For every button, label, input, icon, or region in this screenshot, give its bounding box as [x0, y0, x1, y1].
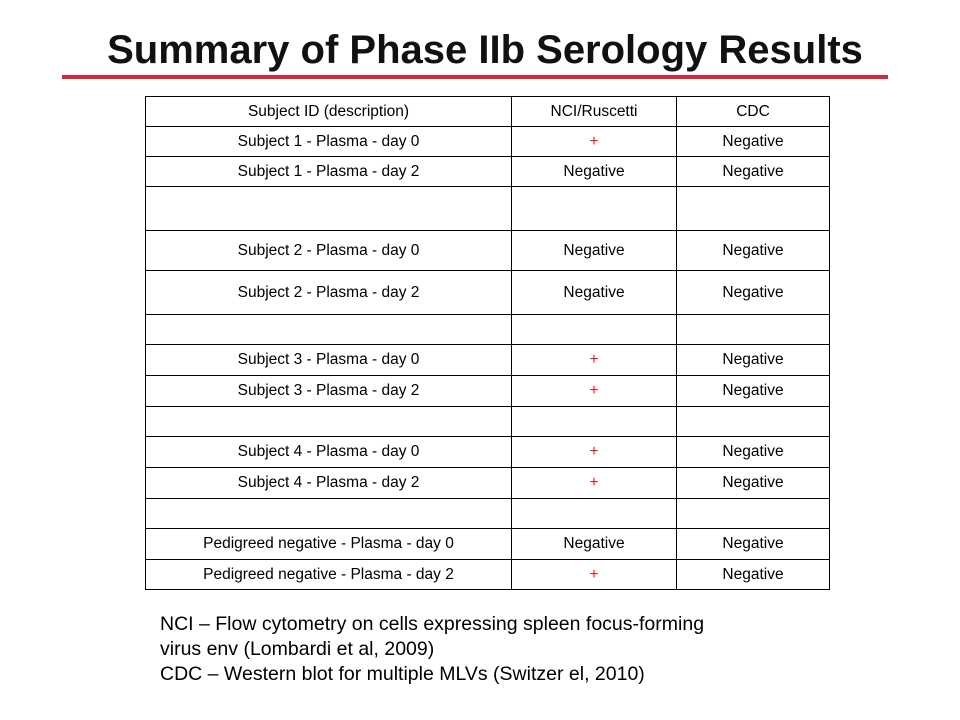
table-row: [146, 271, 830, 315]
cdc-result-cell: [677, 315, 830, 345]
nci-result-cell: [512, 187, 677, 231]
column-header-subject-id: Subject ID (description): [146, 97, 512, 127]
table-row: [146, 529, 830, 560]
column-header-nci-ruscetti: NCI/Ruscetti: [512, 97, 677, 127]
cdc-result-cell: [677, 499, 830, 529]
cdc-result-cell: Negative: [677, 560, 830, 590]
table-row: [146, 127, 830, 157]
cdc-method-note: CDC – Western blot for multiple MLVs (Switzer el, 2010): [160, 663, 645, 685]
subject-cell: [146, 407, 512, 437]
subject-cell: Pedigreed negative - Plasma - day 2: [146, 560, 512, 590]
nci-result-cell: [512, 499, 677, 529]
subject-cell: Subject 4 - Plasma - day 2: [146, 468, 512, 499]
nci-result-cell: +: [512, 376, 677, 407]
nci-method-note-line2: virus env (Lombardi et al, 2009): [160, 638, 435, 660]
cdc-result-cell: [677, 407, 830, 437]
cdc-result-cell: Negative: [677, 157, 830, 187]
cdc-result-cell: Negative: [677, 437, 830, 468]
cdc-result-cell: Negative: [677, 468, 830, 499]
spacer-row: [146, 499, 830, 529]
table-row: [146, 560, 830, 590]
nci-result-cell: +: [512, 468, 677, 499]
table-row: [146, 468, 830, 499]
cdc-result-cell: Negative: [677, 345, 830, 376]
methods-footnote: [160, 612, 860, 687]
nci-result-cell: +: [512, 437, 677, 468]
subject-cell: Subject 1 - Plasma - day 0: [146, 127, 512, 157]
table-row: [146, 157, 830, 187]
table-row: [146, 345, 830, 376]
subject-cell: Pedigreed negative - Plasma - day 0: [146, 529, 512, 560]
nci-result-cell: Negative: [512, 231, 677, 271]
serology-results-table: [145, 96, 830, 590]
title-underline: [62, 75, 888, 79]
subject-cell: Subject 2 - Plasma - day 0: [146, 231, 512, 271]
page-title: Summary of Phase IIb Serology Results: [107, 28, 863, 72]
subject-cell: Subject 4 - Plasma - day 0: [146, 437, 512, 468]
spacer-row: [146, 407, 830, 437]
nci-result-cell: +: [512, 560, 677, 590]
nci-method-note-line1: NCI – Flow cytometry on cells expressing spleen focus-forming: [160, 613, 705, 635]
subject-cell: [146, 315, 512, 345]
table-row: [146, 437, 830, 468]
subject-cell: Subject 3 - Plasma - day 0: [146, 345, 512, 376]
nci-result-cell: +: [512, 127, 677, 157]
nci-result-cell: [512, 407, 677, 437]
subject-cell: Subject 2 - Plasma - day 2: [146, 271, 512, 315]
cdc-result-cell: Negative: [677, 231, 830, 271]
table-row: [146, 231, 830, 271]
table-header-row: [146, 97, 830, 127]
nci-result-cell: Negative: [512, 157, 677, 187]
cdc-result-cell: Negative: [677, 376, 830, 407]
cdc-result-cell: [677, 187, 830, 231]
cdc-result-cell: Negative: [677, 127, 830, 157]
nci-result-cell: Negative: [512, 529, 677, 560]
subject-cell: [146, 499, 512, 529]
subject-cell: Subject 3 - Plasma - day 2: [146, 376, 512, 407]
table-row: [146, 376, 830, 407]
column-header-cdc: CDC: [677, 97, 830, 127]
subject-cell: Subject 1 - Plasma - day 2: [146, 157, 512, 187]
nci-result-cell: Negative: [512, 271, 677, 315]
nci-result-cell: +: [512, 345, 677, 376]
nci-result-cell: [512, 315, 677, 345]
cdc-result-cell: Negative: [677, 529, 830, 560]
cdc-result-cell: Negative: [677, 271, 830, 315]
spacer-row: [146, 187, 830, 231]
subject-cell: [146, 187, 512, 231]
spacer-row: [146, 315, 830, 345]
